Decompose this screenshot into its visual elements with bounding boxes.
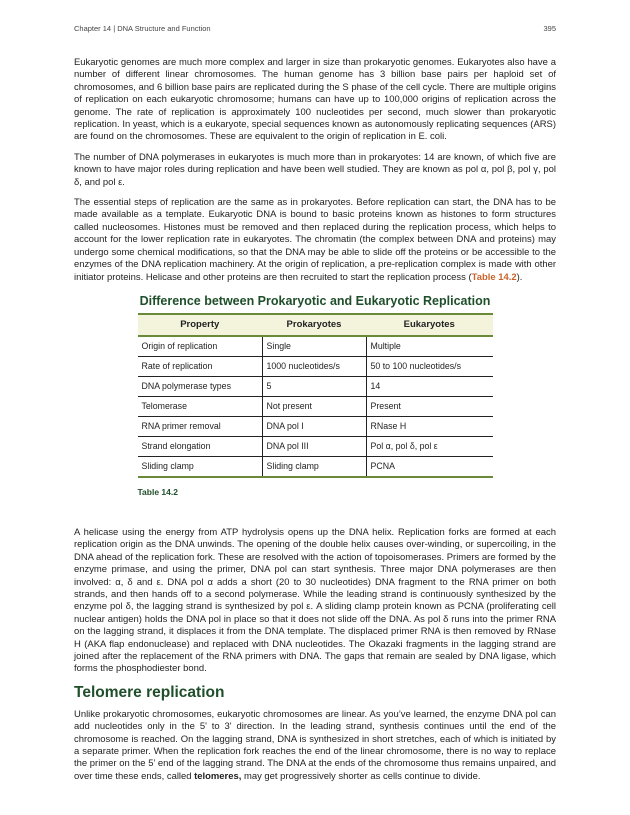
- table-cell: Single: [262, 336, 366, 357]
- replication-comparison-table: [138, 313, 493, 478]
- paragraph-dna-polymerases: The number of DNA polymerases in eukaryotes is much more than in prokaryotes: 14 are known, of which five are known to have major roles during replication and have been well studied. They are known as pol α, pol β, pol γ, pol δ, and pol ε.: [74, 151, 556, 188]
- column-header: Eukaryotes: [366, 314, 493, 336]
- table-row: [138, 336, 493, 357]
- table-cell: PCNA: [366, 456, 493, 477]
- section-heading-telomere-replication: Telomere replication: [74, 683, 225, 701]
- term-telomeres: telomeres,: [194, 770, 242, 782]
- table-cell: 1000 nucleotides/s: [262, 356, 366, 376]
- table-cell: 14: [366, 376, 493, 396]
- table-cell: Sliding clamp: [262, 456, 366, 477]
- table-cell: Strand elongation: [138, 436, 263, 456]
- paragraph-text: ).: [516, 271, 523, 283]
- comparison-table-block: [138, 294, 493, 497]
- table-row: [138, 356, 493, 376]
- table-cell: Rate of replication: [138, 356, 263, 376]
- table-cell: DNA polymerase types: [138, 376, 263, 396]
- table-row: [138, 436, 493, 456]
- paragraph-telomeres: [74, 709, 556, 783]
- table-cell: Origin of replication: [138, 336, 263, 357]
- table-header-row: [138, 314, 493, 336]
- paragraph-eukaryotic-genomes: Eukaryotic genomes are much more complex and larger in size than prokaryotic genomes. Eukaryotes also have a number of different linear chromosomes. The human genome has 3 billion base pairs per haploid set of chromosomes, and 6 billion base pairs are replicated during the S phase of the cell cycle. There are multiple origins of replication on each eukaryotic chromosome; humans can have up to 100,000 origins of replication across the genome. The rate of replication is approximately 100 nucleotides per second, much slower than prokaryotic replication. In yeast, which is a eukaryote, special sequences known as autonomously replicating sequences (ARS) are found on the chromosomes. These are equivalent to the origin of replication in E. coli.: [74, 57, 556, 143]
- paragraph-helicase: A helicase using the energy from ATP hydrolysis opens up the DNA helix. Replication forks are formed at each replication origin as the DNA unwinds. The opening of the double helix causes over-winding, or supercoiling, in the DNA ahead of the replication fork. These are resolved with the action of topoisomerases. Primers are formed by the enzyme primase, and using the primer, DNA pol can start synthesis. Three major DNA polymerases are then involved: α, δ and ε. DNA pol α adds a short (20 to 30 nucleotides) DNA fragment to the RNA primer on both strands, and then hands off to a second polymerase. While the leading strand is continuously synthesized by the enzyme pol δ, the lagging strand is synthesized by pol ε. A sliding clamp protein known as PCNA (proliferating cell nuclear antigen) holds the DNA pol in place so that it does not slide off the DNA. As pol δ runs into the primer RNA on the lagging strand, it displaces it from the DNA template. The displaced primer RNA is then removed by RNase H (AKA flap endonuclease) and replaced with DNA nucleotides. The Okazaki fragments in the lagging strand are joined after the replacement of the RNA primers with DNA. The gaps that remain are sealed by DNA ligase, which forms the phosphodiester bond.: [74, 526, 556, 675]
- table-cell: Not present: [262, 396, 366, 416]
- column-header: Prokaryotes: [262, 314, 366, 336]
- table-cell: Telomerase: [138, 396, 263, 416]
- column-header: Property: [138, 314, 263, 336]
- page-number: 395: [543, 24, 556, 33]
- paragraph-text: may get progressively shorter as cells continue to divide.: [241, 770, 481, 782]
- table-cell: RNA primer removal: [138, 416, 263, 436]
- paragraph-text: Unlike prokaryotic chromosomes, eukaryotic chromosomes are linear. As you’ve learned, the enzyme DNA pol can add nucleotides only in the 5' to 3' direction. In the leading strand, synthesis continues until the end of the chromosome is reached. On the lagging strand, DNA is synthesized in short stretches, each of which is initiated by a separate primer. When the replication fork reaches the end of the linear chromosome, there is no way to replace the primer on the 5’ end of the lagging strand. The DNA at the ends of the chromosome thus remains unpaired, and over time these ends, called: [74, 708, 556, 782]
- running-header: [74, 24, 556, 36]
- table-cell: Pol α, pol δ, pol ε: [366, 436, 493, 456]
- table-row: [138, 396, 493, 416]
- table-cell: 50 to 100 nucleotides/s: [366, 356, 493, 376]
- table-cell: 5: [262, 376, 366, 396]
- table-reference-link[interactable]: Table 14.2: [471, 271, 517, 283]
- table-cell: Multiple: [366, 336, 493, 357]
- table-caption: Table 14.2: [137, 486, 178, 497]
- table-cell: DNA pol III: [262, 436, 366, 456]
- table-row: [138, 416, 493, 436]
- table-title: Difference between Prokaryotic and Eukaryotic Replication: [139, 293, 491, 308]
- table-cell: Present: [366, 396, 493, 416]
- paragraph-essential-steps: [74, 197, 556, 284]
- table-row: [138, 376, 493, 396]
- main-content: [74, 57, 556, 791]
- table-cell: Sliding clamp: [138, 456, 263, 477]
- chapter-title: Chapter 14 | DNA Structure and Function: [74, 24, 211, 33]
- table-cell: DNA pol I: [262, 416, 366, 436]
- paragraph-text: The essential steps of replication are the same as in prokaryotes. Before replication can start, the DNA has to be made available as a template. Eukaryotic DNA is bound to basic proteins known as histones to form structures called nucleosomes. Histones must be removed and then replaced during the replication process, which helps to account for the lower replication rate in eukaryotes. The chromatin (the complex between DNA and proteins) may undergo some chemical modifications, so that the DNA may be able to slide off the proteins or be accessible to the enzymes of the DNA replication machinery. At the origin of replication, a pre-replication complex is made with other initiator proteins. Helicase and other proteins are then recruited to start the replication process (: [74, 197, 556, 283]
- table-row: [138, 456, 493, 477]
- table-cell: RNase H: [366, 416, 493, 436]
